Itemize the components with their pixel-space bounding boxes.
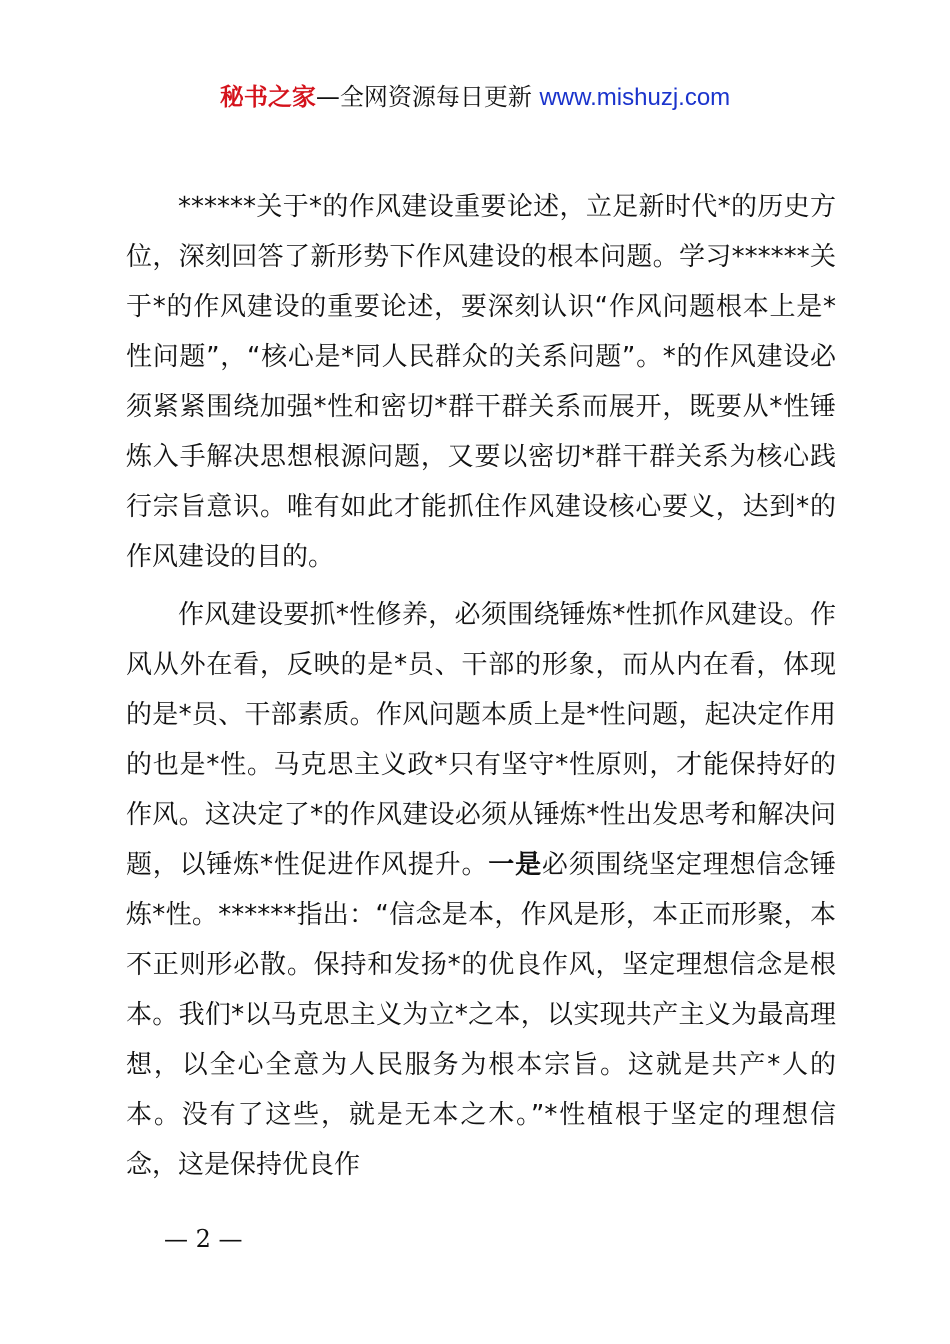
paragraph-2 xyxy=(126,590,836,1190)
paragraph-1: ******关于*的作风建设重要论述，立足新时代*的历史方位，深刻回答了新形势下作风建设的根本问题。学习******关于*的作风建设的重要论述，要深刻认识“作风问题根本上是*性问题”，“核心是*同人民群众的关系问题”。*的作风建设必须紧紧围绕加强*性和密切*群干群关系而展开，既要从*性锤炼入手解决思想根源问题，又要以密切*群干群关系为核心践行宗旨意识。唯有如此才能抓住作风建设核心要义，达到*的作风建设的目的。 xyxy=(126,192,836,572)
page-header xyxy=(0,80,950,115)
paragraph-2-bold-marker: 一是 xyxy=(488,850,542,880)
site-url-link[interactable]: www.mishuzj.com xyxy=(539,84,731,111)
document-body xyxy=(126,182,836,1190)
page-number: — 2 — xyxy=(164,1225,243,1253)
brand-name: 秘书之家 xyxy=(219,83,316,111)
paragraph-2-rest: 必须围绕坚定理想信念锤炼*性。******指出：“信念是本，作风是形，本正而形聚，本不正则形必散。保持和发扬*的优良作风，坚定理想信念是根本。我们*以马克思主义为立*之本，以实现共产主义为最高理想，以全心全意为人民服务为根本宗旨。这就是共产*人的本。没有了这些，就是无本之木。”*性植根于坚定的理想信念，这是保持优良作 xyxy=(126,850,836,1180)
paragraph-2-intro: 作风建设要抓*性修养，必须围绕锤炼*性抓作风建设。作风从外在看，反映的是*员、干部的形象，而从内在看，体现的是*员、干部素质。作风问题本质上是*性问题，起决定作用的也是*性。马克思主义政*只有坚守*性原则，才能保持好的作风。这决定了*的作风建设必须从锤炼*性出发思考和解决问题，以锤炼*性促进作风提升。 xyxy=(126,600,836,880)
header-tagline: —全网资源每日更新 xyxy=(315,83,532,111)
